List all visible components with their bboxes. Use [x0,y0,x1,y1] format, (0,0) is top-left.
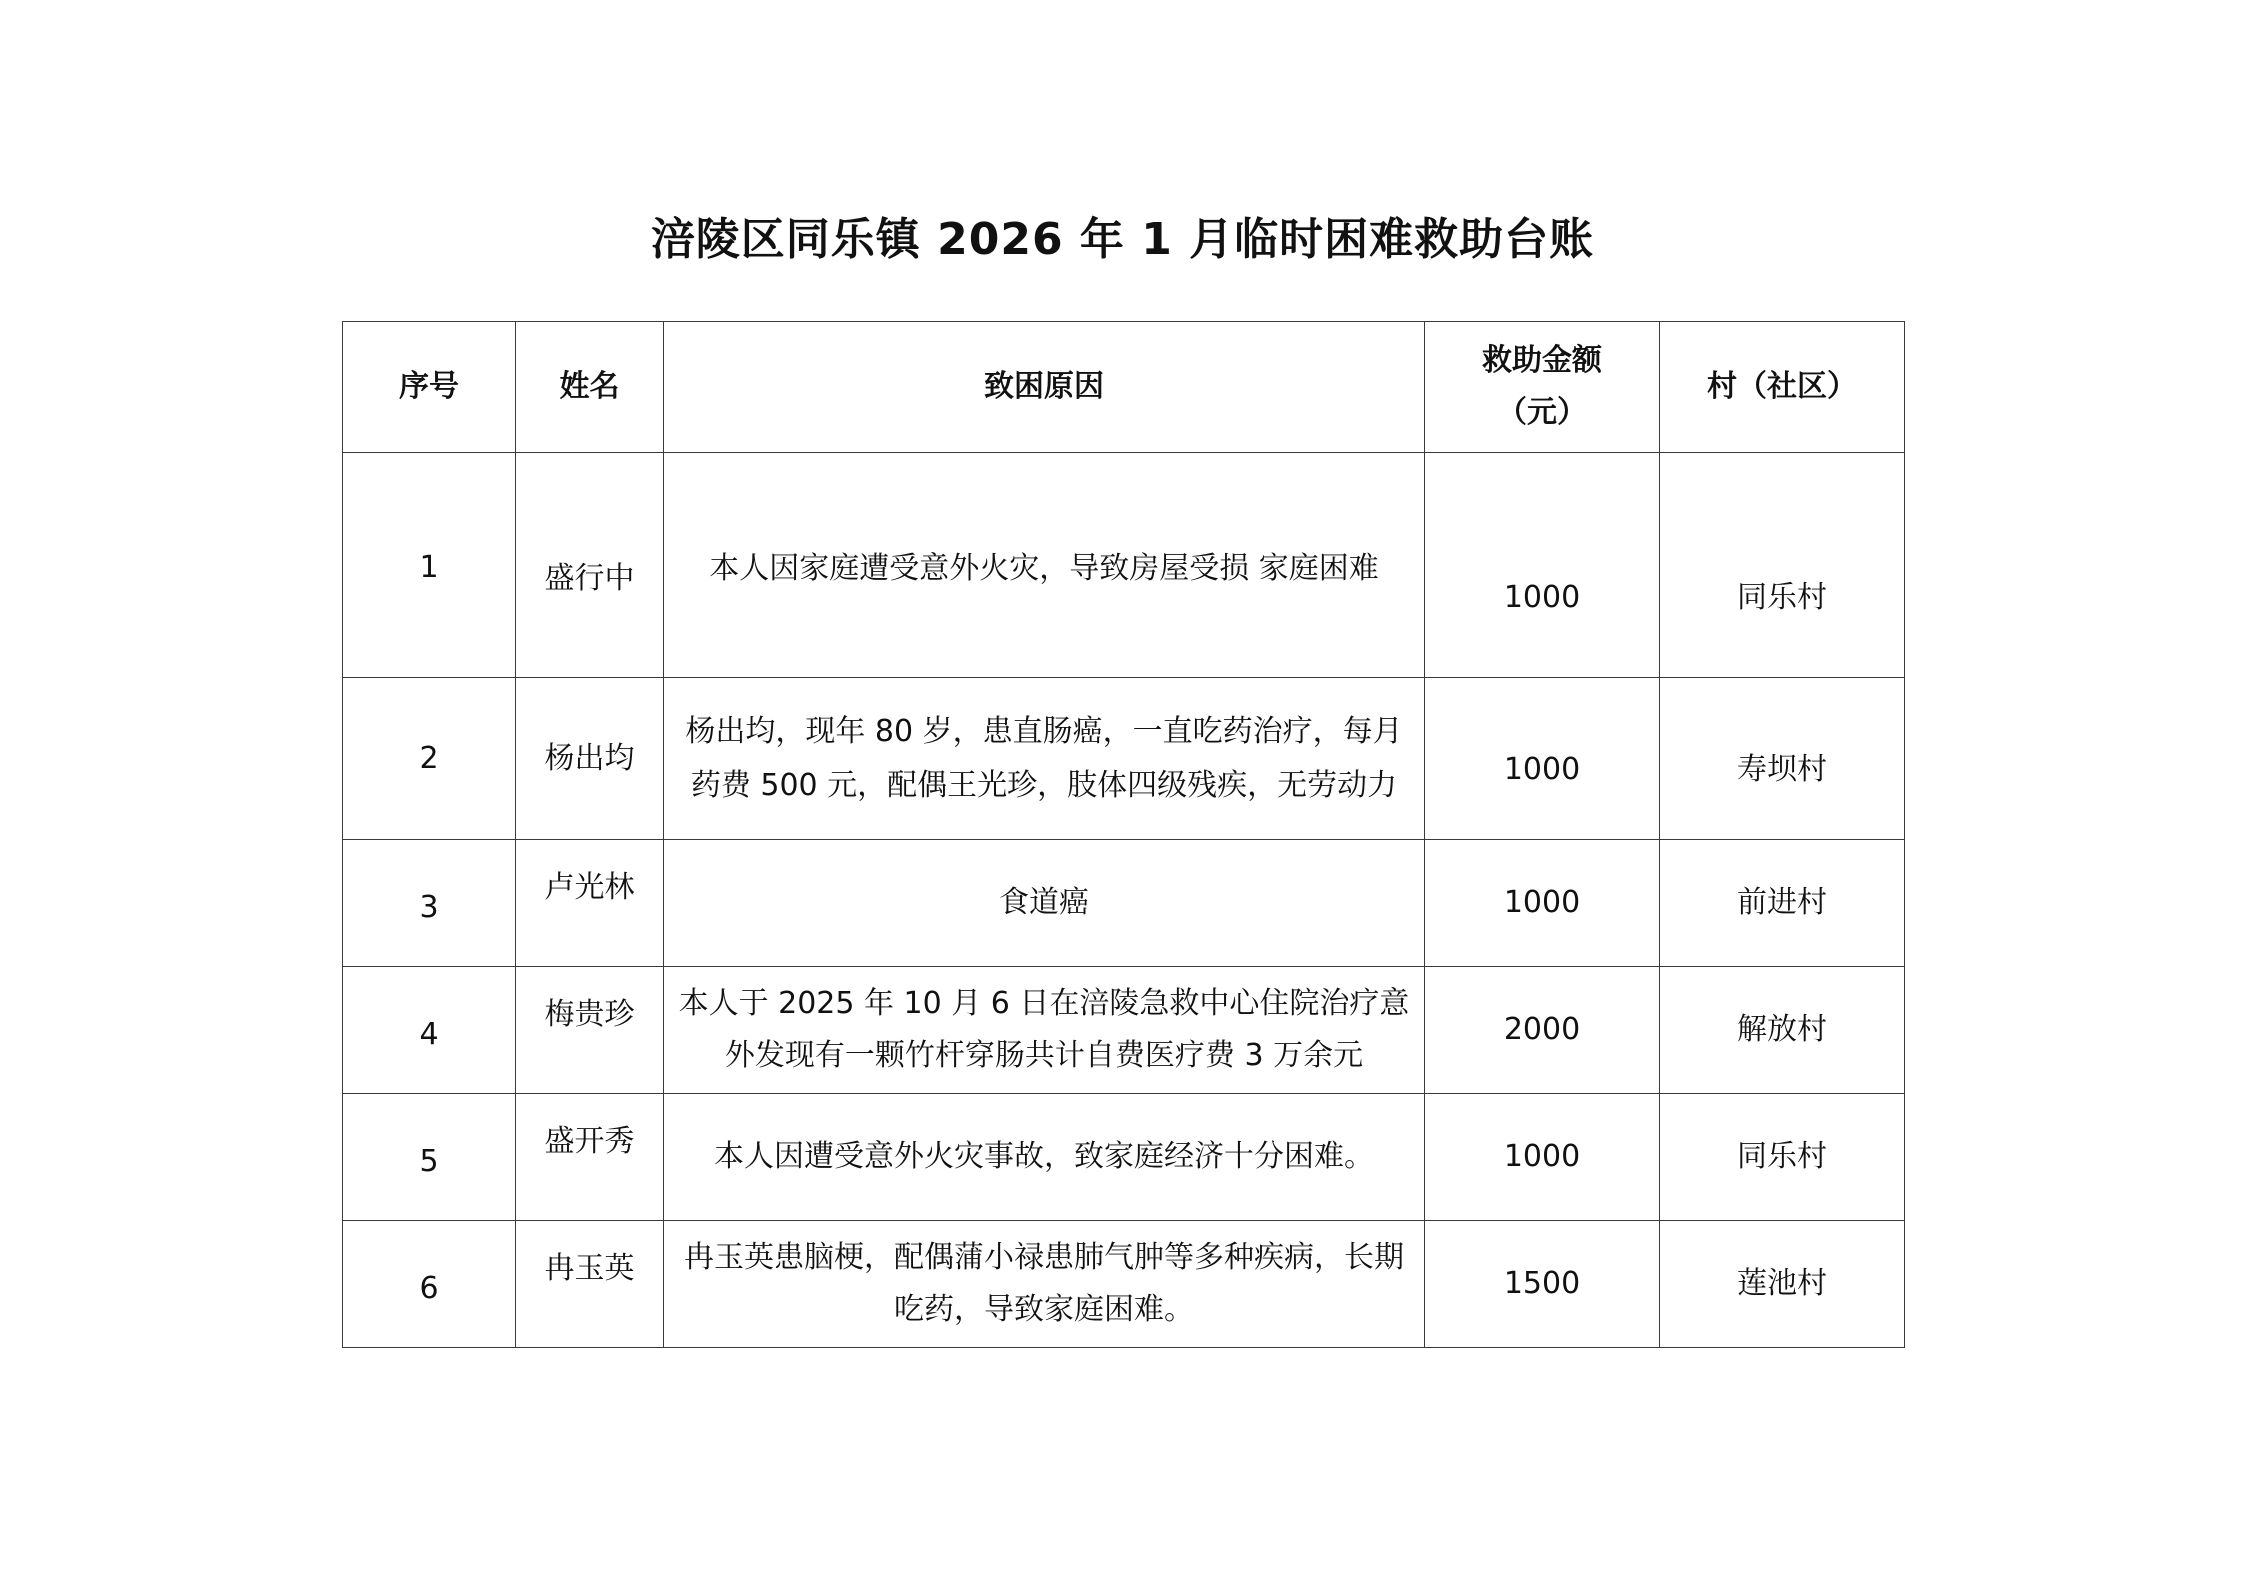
cell-village: 解放村 [1660,967,1905,1094]
cell-name: 卢光林 [516,840,664,967]
cell-amount: 2000 [1425,967,1660,1094]
cell-no: 5 [343,1094,516,1221]
cell-no: 1 [343,453,516,678]
cell-amount: 1000 [1425,453,1660,678]
cell-no: 2 [343,678,516,840]
cell-amount: 1000 [1425,1094,1660,1221]
header-amount-label: 救助金额 [1482,343,1602,378]
cell-reason: 杨出均，现年 80 岁，患直肠癌，一直吃药治疗，每月药费 500 元，配偶王光珍，肢体四级残疾，无劳动力 [664,678,1425,840]
header-amount [1425,322,1660,453]
header-name: 姓名 [516,322,664,453]
cell-name: 杨出均 [516,678,664,840]
cell-reason: 本人因遭受意外火灾事故，致家庭经济十分困难。 [664,1094,1425,1221]
cell-village: 寿坝村 [1660,678,1905,840]
table-row [343,453,1905,678]
table-row [343,678,1905,840]
table-row [343,840,1905,967]
document-title: 涪陵区同乐镇 2026 年 1 月临时困难救助台账 [650,214,1595,265]
relief-ledger-table [342,321,1905,1348]
header-village: 村（社区） [1660,322,1905,453]
table-header-row [343,322,1905,453]
header-reason: 致困原因 [664,322,1425,453]
header-amount-unit: （元） [1497,395,1587,430]
cell-reason: 本人于 2025 年 10 月 6 日在涪陵急救中心住院治疗意外发现有一颗竹杆穿肠共计自费医疗费 3 万余元 [664,967,1425,1094]
table-row [343,967,1905,1094]
cell-village: 同乐村 [1660,1094,1905,1221]
cell-name: 冉玉英 [516,1221,664,1348]
cell-reason: 本人因家庭遭受意外火灾，导致房屋受损 家庭困难 [664,453,1425,678]
cell-amount: 1500 [1425,1221,1660,1348]
cell-village: 前进村 [1660,840,1905,967]
cell-amount: 1000 [1425,840,1660,967]
table-row [343,1221,1905,1348]
table-row [343,1094,1905,1221]
cell-reason: 食道癌 [664,840,1425,967]
cell-amount: 1000 [1425,678,1660,840]
cell-name: 梅贵珍 [516,967,664,1094]
cell-reason: 冉玉英患脑梗，配偶蒲小禄患肺气肿等多种疾病，长期吃药，导致家庭困难。 [664,1221,1425,1348]
header-no: 序号 [343,322,516,453]
cell-no: 3 [343,840,516,967]
cell-village: 莲池村 [1660,1221,1905,1348]
cell-name: 盛开秀 [516,1094,664,1221]
cell-no: 6 [343,1221,516,1348]
cell-name: 盛行中 [516,453,664,678]
cell-no: 4 [343,967,516,1094]
cell-village: 同乐村 [1660,453,1905,678]
